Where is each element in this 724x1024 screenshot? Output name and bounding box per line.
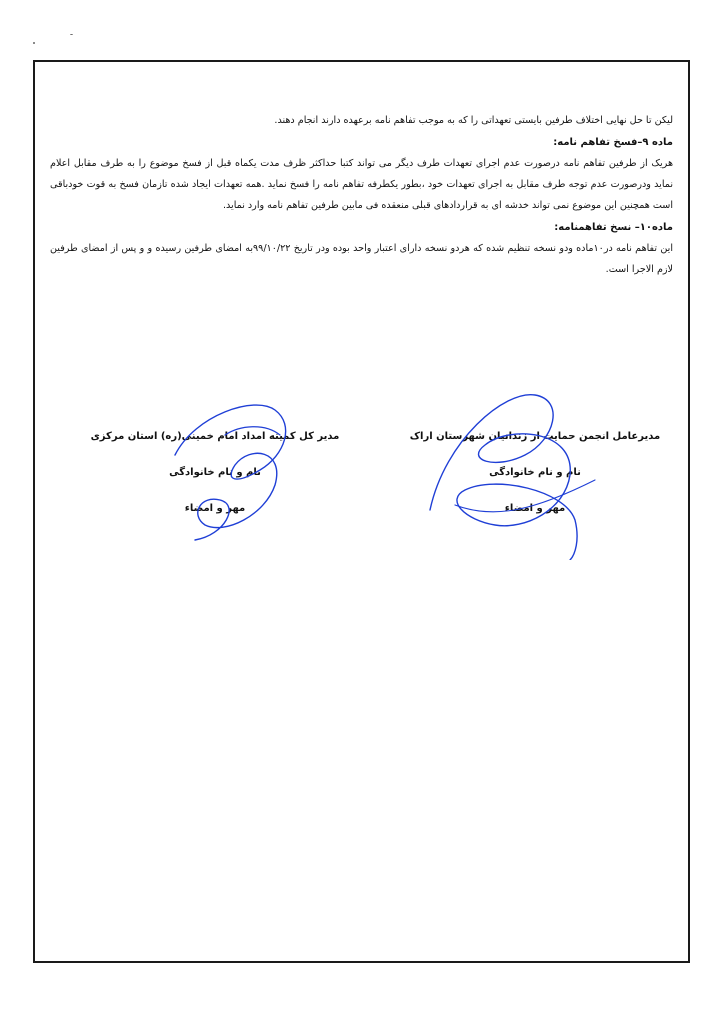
article-10-text: این تفاهم نامه در۱۰ماده ودو نسخه تنظیم شده که هردو نسخه دارای اعتبار واحد بوده ودر تاریخ ۹۹/۱۰/۲۲به امضای طرفین رسیده و و پس از امضای طرفین لازم الاجرا است. xyxy=(50,243,673,275)
article-9-text: هریک از طرفین تفاهم نامه درصورت عدم اجرای تعهدات طرف دیگر می تواند کتبا حداکثر ظرف مدت یکماه قبل از فسخ موضوع را به طرف مقابل اعلام نماید ودرصورت عدم توجه طرف مقابل به اجرای تعهدات خود ،بطور یکطرفه تفاهم نامه را فسخ نماید .همه تعهدات ایجاد شده تازمان فسخ به قوت خودباقی است همچنین این موضوع نمی تواند خدشه ای به قراردادهای قبلی منعقده فی مابین طرفین تفاهم نامه وارد نماید. xyxy=(50,158,673,211)
seal-label: مهر و امضاء xyxy=(184,503,246,514)
document-body xyxy=(50,110,673,280)
name-label: نام و نام خانوادگی xyxy=(169,467,261,478)
signatory-title: مدیر کل کمیته امداد امام خمینی(ره) استان مرکزی xyxy=(90,431,340,442)
signatory-title: مدیرعامل انجمن حمایت از زندانیان شهرستان اراک xyxy=(409,431,661,442)
name-label: نام و نام خانوادگی xyxy=(489,467,581,478)
signature-scribble-left xyxy=(165,375,315,545)
seal-label: مهر و امضاء xyxy=(504,503,566,514)
signature-scribble-right xyxy=(425,380,605,560)
scan-speck xyxy=(70,34,73,35)
article-10-heading: ماده۱۰– نسخ تفاهمنامه: xyxy=(554,222,673,233)
article-9-heading: ماده ۹–فسخ تفاهم نامه: xyxy=(553,137,673,148)
scan-speck xyxy=(33,42,35,44)
intro-paragraph: لیکن تا حل نهایی اختلاف طرفین بایستی تعهداتی را که به موجب تفاهم نامه برعهده دارند انجام دهند. xyxy=(274,115,673,126)
